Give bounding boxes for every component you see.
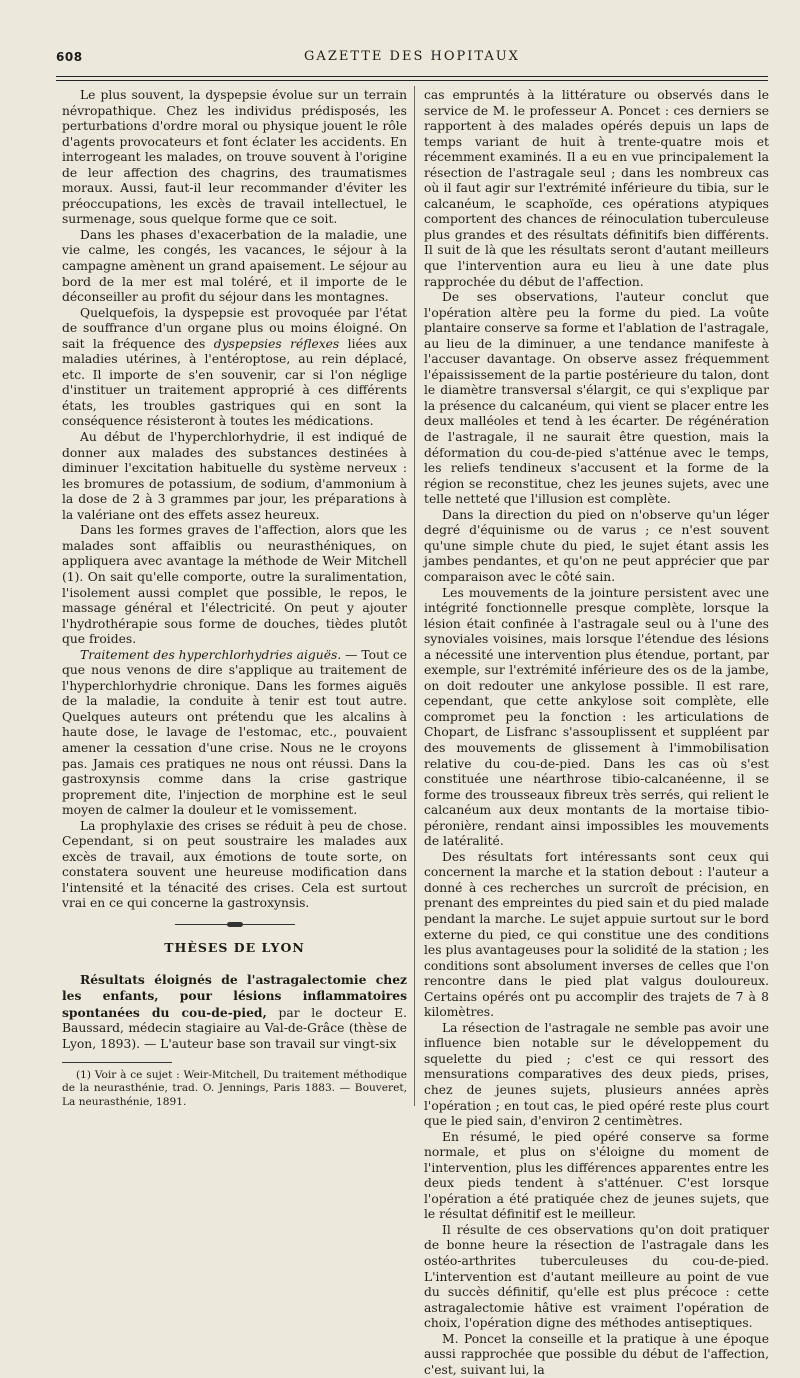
right-paragraph-9: M. Poncet la conseille et la pratique à une époque aussi rapprochée que possible du début de l'affection, c'est, suivant lui, la [424, 1331, 769, 1377]
section-title: THÈSES DE LYON [164, 939, 305, 955]
right-paragraph-1: cas empruntés à la littérature ou observés dans le service de M. le professeur A. Poncet : ces derniers se rapportent à des malades opérés depuis un laps de temps variant de huit à trente-quatre mois et récemment examinés. Il a eu en vue principalement la résection de l'astragale seul ; dans les nombreux cas où il faut agir sur l'extrémité inférieure du tibia, sur le calcanéum, le scaphoïde, ces opérations atypiques comportent des chances de réinoculation tuberculeuse plus grandes et des résultats définitifs bien différents. Il suit de là que les résultats seront d'autant meilleurs que l'intervention aura eu lieu à une date plus rapprochée du début de l'affection. [424, 88, 769, 289]
left-column [62, 88, 407, 1109]
right-column [424, 88, 769, 1378]
right-paragraph-3: Dans la direction du pied on n'observe qu'un léger degré d'équinisme ou de varus ; ce n'est souvent qu'une simple chute du pied, le sujet étant assis les jambes pendantes, et qu'on ne peut apprécier que par comparaison avec le côté sain. [424, 507, 769, 584]
journal-title: GAZETTE DES HOPITAUX [304, 49, 520, 64]
text-run: — Tout ce que nous venons de dire s'applique au traitement de l'hyperchlorhydrie chronique. Dans les formes aiguës de la maladie, la conduite à tenir est tout autre. Quelques auteurs ont prétendu que les alcalins à haute dose, le lavage de l'estomac, etc., pouvaient amener la cessation d'une crise. Nous ne le croyons pas. Jamais ces pratiques ne nous ont réussi. Dans la gastroxynsis comme dans la crise gastrique proprement dite, l'injection de morphine est le seul moyen de calmer la douleur et le vomissement. [62, 647, 408, 818]
right-paragraph-7: En résumé, le pied opéré conserve sa forme normale, et plus on s'éloigne du moment de l'intervention, plus les différences apparentes entre les deux pieds tendent à s'atténuer. C'est lorsque l'opération a été pratiquée chez de jeunes sujets, que le résultat définitif est le meilleur. [424, 1129, 769, 1222]
left-paragraph-7: La prophylaxie des crises se réduit à peu de chose. Cependant, si on peut soustraire les malades aux excès de travail, aux émotions de toute sorte, on constatera souvent une heureuse modification dans l'intensité et la ténacité des crises. Cela est surtout vrai en ce qui concerne la gastroxynsis. [62, 818, 407, 911]
section-divider-ornament [175, 922, 295, 928]
left-paragraph-2: Dans les phases d'exacerbation de la maladie, une vie calme, les congés, les vacances, le séjour à la campagne amènent un grand apaisement. Le séjour au bord de la mer est mal toléré, et il importe de le déconseiller au profit du séjour dans les montagnes. [62, 227, 407, 305]
page-header [56, 44, 768, 72]
article-title: Résultats éloignés de l'astragalectomie chez les enfants, pour lésions inflammatoires spontanées du cou-de-pied, [62, 971, 407, 1020]
text-run: liées aux maladies utérines, à l'entéroptose, au rein déplacé, etc. Il importe de s'en souvenir, car si l'on néglige d'instituer un traitement approprié à ces différents états, les troubles gastriques qui en sont la conséquence résisteront à toutes les médications. [62, 336, 407, 429]
right-paragraph-2: De ses observations, l'auteur conclut que l'opération altère peu la forme du pied. La voûte plantaire conserve sa forme et l'ablation de l'astragale, au lieu de la diminuer, a une tendance manifeste à l'accuser davantage. On observe assez fréquemment l'épaississement de la partie postérieure du talon, dont le diamètre transversal s'élargit, ce qui s'explique par la présence du calcanéum, qui vient se placer entre les deux malléoles et tend à les écarter. De régénération de l'astragale, il ne saurait être question, mais la déformation du cou-de-pied s'atténue avec le temps, les reliefs tendineux s'accusent et la forme de la région se reconstitue, chez les jeunes sujets, avec une telle netteté que l'illusion est complète. [424, 290, 769, 507]
left-paragraph-4: Au début de l'hyperchlorhydrie, il est indiqué de donner aux malades des substances destinées à diminuer l'excitation habituelle du système nerveux : les bromures de potassium, de sodium, d'ammonium à la dose de 2 à 3 grammes par jour, les préparations à la valériane ont des effets assez heureux. [62, 430, 407, 522]
article-intro [62, 972, 407, 1053]
footnote: (1) Voir à ce sujet : Weir-Mitchell, Du traitement méthodique de la neurasthénie, trad. O. Jennings, Paris 1883. — Bouveret, La neurasthénie, 1891. [62, 1069, 407, 1108]
article-byline: par le docteur E. Baussard, médecin stagiaire au Val-de-Grâce (thèse de Lyon, 1893). — L'auteur base son travail sur vingt-six [62, 1005, 408, 1051]
emphasis: dyspepsies réflexes [213, 336, 340, 351]
right-paragraph-4: Les mouvements de la jointure persistent avec une intégrité fonctionnelle presque complète, lorsque la lésion était confinée à l'astragale seul ou à l'une des synoviales voisines, mais lorsque l'étendue des lésions a nécessité une intervention plus étendue, portant, par exemple, sur l'extrémité inférieure des os de la jambe, on doit redouter une ankylose possible. Il est rare, cependant, que cette ankylose soit complète, elle compromet peu la fonction : les articulations de Chopart, de Lisfranc s'assouplissent et suppléent par des mouvements de glissement à l'immobilisation relative du cou-de-pied. Dans les cas où s'est constituée une néarthrose tibio-calcanéenne, il se forme des trousseaux fibreux très serrés, qui relient le calcanéum aux deux montants de la mortaise tibio-péronière, rendant ainsi impossibles les mouvements de latéralité. [424, 585, 769, 849]
left-paragraph-3 [62, 306, 407, 430]
page-number: 608 [56, 50, 83, 64]
left-paragraph-6 [62, 648, 407, 819]
column-divider [414, 86, 415, 1106]
right-paragraph-6: La résection de l'astragale ne semble pas avoir une influence bien notable sur le développement du squelette du pied ; c'est ce qui ressort des mensurations comparatives des deux pieds, prises, chez de jeunes sujets, plusieurs années après l'opération ; en tout cas, le pied opéré reste plus court que le pied sain, d'environ 2 centimètres. [424, 1020, 769, 1129]
text-run: Quelquefois, la dyspepsie est provoquée par l'état de souffrance d'un organe plus ou moins éloigné. On sait la fréquence des [62, 305, 407, 351]
subsection-heading: Traitement des hyperchlorhydries aiguës. [80, 647, 342, 662]
right-paragraph-5: Des résultats fort intéressants sont ceux qui concernent la marche et la station debout : l'auteur a donné à ces recherches un surcroît de précision, en prenant des empreintes du pied sain et du pied malade pendant la marche. Le sujet appuie surtout sur le bord externe du pied, ce qui constitue une des conditions les plus avantageuses pour la solidité de la station ; les conditions sont absolument inverses de celles que l'on rencontre dans le pied plat valgus douloureux. Certains opérés ont pu accomplir des trajets de 7 à 8 kilomètres. [424, 849, 769, 1020]
left-paragraph-5: Dans les formes graves de l'affection, alors que les malades sont affaiblis ou neurasthéniques, on appliquera avec avantage la méthode de Weir Mitchell (1). On sait qu'elle comporte, outre la suralimentation, l'isolement aussi complet que possible, le repos, le massage général et l'électricité. On peut y ajouter l'hydrothérapie sous forme de douches, tièdes plutôt que froides. [62, 523, 407, 647]
header-rule [56, 76, 768, 81]
left-paragraph-1: Le plus souvent, la dyspepsie évolue sur un terrain névropathique. Chez les individus prédisposés, les perturbations d'ordre moral ou physique jouent le rôle d'agents provocateurs et font éclater les accidents. En interrogeant les malades, on trouve souvent à l'origine de leur affection des chagrins, des traumatismes moraux. Aussi, faut-il leur recommander d'éviter les préoccupations, les excès de travail intellectuel, le surmenage, sous quelque forme que ce soit. [62, 88, 407, 227]
right-paragraph-8: Il résulte de ces observations qu'on doit pratiquer de bonne heure la résection de l'astragale dans les ostéo-arthrites tuberculeuses du cou-de-pied. L'intervention est d'autant meilleure au point de vue du succès définitif, qu'elle est plus précoce : cette astragalectomie hâtive est vraiment l'opération de choix, l'opération digne des méthodes antiseptiques. [424, 1222, 769, 1331]
footnote-rule [62, 1062, 172, 1063]
